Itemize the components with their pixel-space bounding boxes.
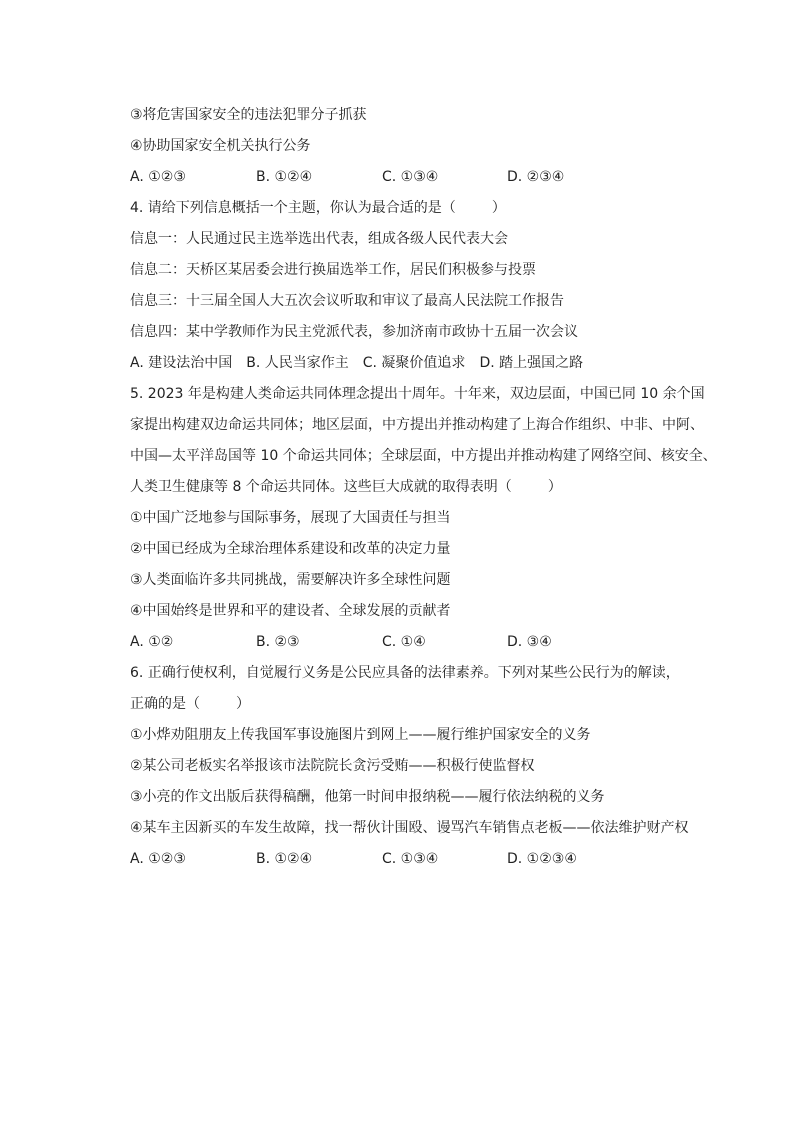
- q5-paren-close: ）: [547, 479, 562, 495]
- q6-statement-4: ④某车主因新买的车发生故障，找一帮伙计围殴、谩骂汽车销售点老板——依法维护财产权: [130, 820, 689, 836]
- q6-statement-2: ②某公司老板实名举报该市法院院长贪污受贿——积极行使监督权: [130, 758, 535, 774]
- q5-line-4: [130, 472, 710, 503]
- q5-line-4-text: 人类卫生健康等 8 个命运共同体。这些巨大成就的取得表明（: [130, 479, 512, 495]
- q4-option-c: C. 凝聚价值追求: [362, 355, 466, 371]
- q4-info-3: 信息三：十三届全国人大五次会议听取和审议了最高人民法院工作报告: [130, 293, 564, 309]
- q5-statement-3: ③人类面临许多共同挑战，需要解决许多全球性问题: [130, 572, 451, 588]
- q5-line-1: 5. 2023 年是构建人类命运共同体理念提出十周年。十年来，双边层面，中国已同 10 余个国: [130, 386, 705, 402]
- q5-option-b: B. ②③: [256, 634, 300, 650]
- q4-info-2: 信息二：天桥区某居委会进行换届选举工作，居民们积极参与投票: [130, 262, 536, 278]
- q5-statement-1: ①中国广泛地参与国际事务，展现了大国责任与担当: [130, 510, 451, 526]
- q3-option-c: C. ①③④: [382, 169, 439, 185]
- q4-stem: [130, 193, 710, 224]
- q4-options: [130, 348, 710, 379]
- q6-option-b: B. ①②④: [256, 851, 313, 867]
- q4-option-a: A. 建设法治中国: [130, 355, 233, 371]
- q4-stem-text: 4. 请给下列信息概括一个主题，你认为最合适的是（: [130, 200, 456, 216]
- q6-line-1: 6. 正确行使权利，自觉履行义务是公民应具备的法律素养。下列对某些公民行为的解读，: [130, 665, 680, 681]
- q6-option-c: C. ①③④: [382, 851, 439, 867]
- q5-option-c: C. ①④: [382, 634, 426, 650]
- q6-line-2-text: 正确的是（: [130, 696, 200, 712]
- q4-paren-close: ）: [491, 200, 506, 216]
- q5-option-d: D. ③④: [507, 634, 552, 650]
- q4-option-d: D. 踏上强国之路: [479, 355, 584, 371]
- q3-option-b: B. ①②④: [256, 169, 313, 185]
- q3-option-a: A. ①②③: [130, 169, 186, 185]
- q6-statement-1: ①小烨劝阻朋友上传我国军事设施图片到网上——履行维护国家安全的义务: [130, 727, 591, 743]
- q5-line-2: 家提出构建双边命运共同体；地区层面，中方提出并推动构建了上海合作组织、中非、中阿、: [130, 417, 704, 433]
- q5-statement-2: ②中国已经成为全球治理体系建设和改革的决定力量: [130, 541, 451, 557]
- q6-line-2: [130, 689, 710, 720]
- q5-statement-4: ④中国始终是世界和平的建设者、全球发展的贡献者: [130, 603, 451, 619]
- q5-option-a: A. ①②: [130, 634, 174, 650]
- q3-statement-3: ③将危害国家安全的违法犯罪分子抓获: [130, 107, 367, 123]
- q4-info-1: 信息一：人民通过民主选举选出代表，组成各级人民代表大会: [130, 231, 508, 247]
- q6-statement-3: ③小亮的作文出版后获得稿酬，他第一时间申报纳税——履行依法纳税的义务: [130, 789, 605, 805]
- q5-line-3: 中国—太平洋岛国等 10 个命运共同体；全球层面，中方提出并推动构建了网络空间、核安全、: [130, 448, 717, 464]
- q6-options: [130, 844, 710, 875]
- q6-option-a: A. ①②③: [130, 851, 186, 867]
- q4-info-4: 信息四：某中学教师作为民主党派代表，参加济南市政协十五届一次会议: [130, 324, 578, 340]
- q6-paren-close: ）: [236, 696, 250, 712]
- exam-page: [130, 100, 717, 875]
- q5-options: [130, 627, 710, 658]
- q3-statement-4: ④协助国家安全机关执行公务: [130, 138, 311, 154]
- q6-option-d: D. ①②③④: [507, 851, 577, 867]
- q3-options: [130, 162, 710, 193]
- q4-option-b: B. 人民当家作主: [246, 355, 349, 371]
- q3-option-d: D. ②③④: [507, 169, 565, 185]
